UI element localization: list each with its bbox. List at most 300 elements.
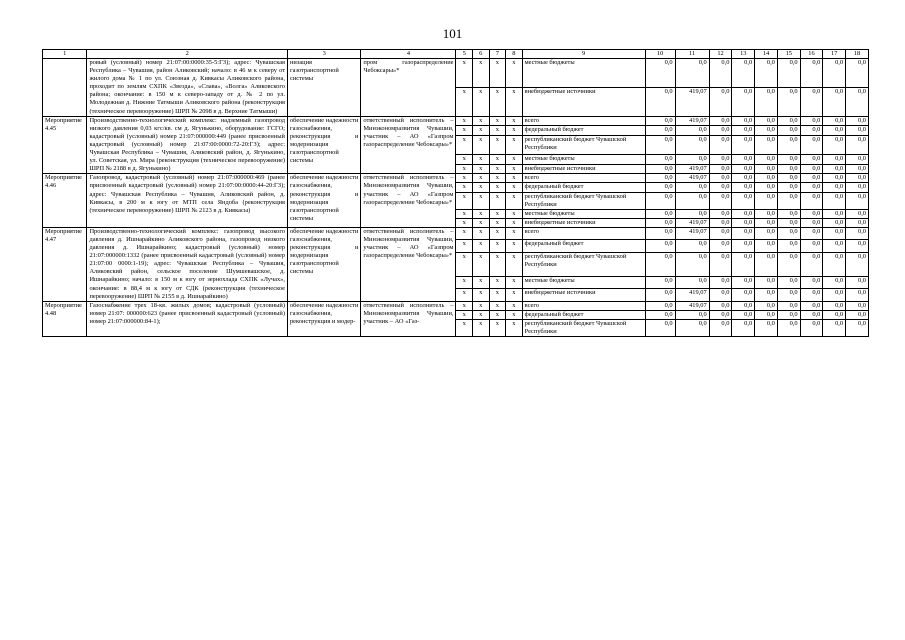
amount-cell: 0,0 bbox=[846, 227, 869, 240]
marker-cell: x bbox=[506, 252, 523, 276]
marker-cell: x bbox=[456, 289, 473, 302]
marker-cell: x bbox=[489, 310, 506, 319]
amount-cell: 419,07 bbox=[675, 218, 709, 227]
amount-cell: 0,0 bbox=[846, 174, 869, 183]
amount-cell: 0,0 bbox=[823, 289, 846, 302]
amount-cell: 0,0 bbox=[645, 209, 675, 218]
amount-cell: 0,0 bbox=[709, 164, 732, 174]
amount-cell: 0,0 bbox=[800, 218, 823, 227]
funding-source: федеральный бюджет bbox=[522, 240, 645, 253]
amount-cell: 0,0 bbox=[709, 154, 732, 164]
event-description: Производственно-технологический комплекс: надземный газопровод низкого давления 0,03 кгс/кв. см д. Ягунькино, оборудование: ГСГО; кадастровый (условный) номер 21:07:000000:449 (ранее присвоенный кадастровый (условный) номер 21:07:00:0000:72-20:ГЗ); адрес: Чувашская Республика – Чувашия, Аликовский район, д. Ягунькино, ул. Советская, ул. Мира (реконструкция (техническое перевооружение) ШРП № 2188 в д. Ягунькино) bbox=[87, 116, 288, 174]
amount-cell: 0,0 bbox=[800, 116, 823, 126]
amount-cell: 0,0 bbox=[645, 174, 675, 183]
marker-cell: x bbox=[489, 289, 506, 302]
column-number-14: 14 bbox=[755, 50, 778, 59]
column-number-12: 12 bbox=[709, 50, 732, 59]
amount-cell: 0,0 bbox=[645, 126, 675, 136]
amount-cell: 0,0 bbox=[800, 154, 823, 164]
marker-cell: x bbox=[506, 310, 523, 319]
amount-cell: 0,0 bbox=[732, 209, 755, 218]
amount-cell: 0,0 bbox=[777, 136, 800, 155]
funding-source: республиканский бюджет Чувашской Республики bbox=[522, 192, 645, 209]
amount-cell: 0,0 bbox=[777, 276, 800, 289]
amount-cell: 0,0 bbox=[846, 301, 869, 310]
event-description: Производственно-технологический комплекс: газопровод высокого давления д. Ишнарайкино Аликовского района, газопровод низкого давления д. Ишнарайкино; кадастровый (условный) номер 21:07:000000:1332 (ранее присвоенный кадастровый (условный) номер 21:07:00 0000:1-19); адрес: Чувашская Республика – Чувашия, Аликовский район, сельское поселение Шумшевашское, д. Ишнарайкино; начало: в 150 м к югу от зернохлада СХПК «Лучах», окончание: в 88,4 м к югу от СДК (реконструкция (техническое перевооружение) ШРП № 2155 в д. Ишнарайкино) bbox=[87, 227, 288, 301]
amount-cell: 0,0 bbox=[777, 209, 800, 218]
amount-cell: 0,0 bbox=[777, 227, 800, 240]
amount-cell: 0,0 bbox=[709, 59, 732, 88]
column-number-2: 2 bbox=[87, 50, 288, 59]
amount-cell: 0,0 bbox=[823, 240, 846, 253]
marker-cell: x bbox=[489, 183, 506, 192]
amount-cell: 0,0 bbox=[846, 136, 869, 155]
amount-cell: 0,0 bbox=[675, 59, 709, 88]
amount-cell: 0,0 bbox=[823, 227, 846, 240]
column-number-15: 15 bbox=[777, 50, 800, 59]
amount-cell: 0,0 bbox=[709, 301, 732, 310]
amount-cell: 419,07 bbox=[675, 301, 709, 310]
amount-cell: 0,0 bbox=[777, 289, 800, 302]
amount-cell: 0,0 bbox=[755, 227, 778, 240]
event-purpose: низация газотранспортной системы bbox=[287, 59, 360, 117]
marker-cell: x bbox=[506, 126, 523, 136]
marker-cell: x bbox=[489, 240, 506, 253]
amount-cell: 0,0 bbox=[823, 87, 846, 116]
amount-cell: 0,0 bbox=[645, 59, 675, 88]
amount-cell: 0,0 bbox=[732, 301, 755, 310]
funding-source: внебюджетные источники bbox=[522, 164, 645, 174]
amount-cell: 0,0 bbox=[645, 164, 675, 174]
marker-cell: x bbox=[456, 276, 473, 289]
amount-cell: 0,0 bbox=[800, 301, 823, 310]
column-number-3: 3 bbox=[287, 50, 360, 59]
amount-cell: 0,0 bbox=[800, 209, 823, 218]
marker-cell: x bbox=[456, 240, 473, 253]
amount-cell: 0,0 bbox=[823, 319, 846, 336]
amount-cell: 0,0 bbox=[755, 192, 778, 209]
marker-cell: x bbox=[506, 192, 523, 209]
marker-cell: x bbox=[473, 126, 490, 136]
marker-cell: x bbox=[473, 183, 490, 192]
amount-cell: 0,0 bbox=[675, 252, 709, 276]
marker-cell: x bbox=[456, 218, 473, 227]
amount-cell: 0,0 bbox=[645, 218, 675, 227]
amount-cell: 0,0 bbox=[645, 310, 675, 319]
marker-cell: x bbox=[506, 164, 523, 174]
amount-cell: 0,0 bbox=[732, 310, 755, 319]
marker-cell: x bbox=[473, 174, 490, 183]
marker-cell: x bbox=[489, 126, 506, 136]
marker-cell: x bbox=[489, 209, 506, 218]
marker-cell: x bbox=[456, 183, 473, 192]
event-description: Газоснабжение трех 18-кв. жилых домов; кадастровый (условный) номер 21:07: 000000:623 (ранее присвоенный кадастровый (условный) номер 21:07:000000:84-1); bbox=[87, 301, 288, 336]
amount-cell: 0,0 bbox=[800, 192, 823, 209]
amount-cell: 0,0 bbox=[645, 319, 675, 336]
marker-cell: x bbox=[506, 183, 523, 192]
amount-cell: 0,0 bbox=[800, 310, 823, 319]
amount-cell: 0,0 bbox=[755, 289, 778, 302]
page-number: 101 bbox=[442, 26, 463, 41]
amount-cell: 0,0 bbox=[846, 240, 869, 253]
column-number-6: 6 bbox=[473, 50, 490, 59]
marker-cell: x bbox=[489, 154, 506, 164]
amount-cell: 0,0 bbox=[709, 252, 732, 276]
amount-cell: 0,0 bbox=[846, 154, 869, 164]
amount-cell: 0,0 bbox=[709, 174, 732, 183]
column-number-18: 18 bbox=[846, 50, 869, 59]
amount-cell: 0,0 bbox=[675, 192, 709, 209]
amount-cell: 0,0 bbox=[823, 136, 846, 155]
amount-cell: 0,0 bbox=[755, 218, 778, 227]
marker-cell: x bbox=[473, 289, 490, 302]
marker-cell: x bbox=[456, 227, 473, 240]
marker-cell: x bbox=[456, 252, 473, 276]
marker-cell: x bbox=[456, 319, 473, 336]
amount-cell: 0,0 bbox=[645, 87, 675, 116]
amount-cell: 0,0 bbox=[755, 174, 778, 183]
amount-cell: 0,0 bbox=[800, 164, 823, 174]
amount-cell: 0,0 bbox=[645, 154, 675, 164]
amount-cell: 0,0 bbox=[800, 183, 823, 192]
amount-cell: 0,0 bbox=[709, 126, 732, 136]
marker-cell: x bbox=[473, 59, 490, 88]
funding-source: федеральный бюджет bbox=[522, 183, 645, 192]
amount-cell: 0,0 bbox=[709, 136, 732, 155]
amount-cell: 0,0 bbox=[777, 310, 800, 319]
amount-cell: 0,0 bbox=[755, 126, 778, 136]
amount-cell: 0,0 bbox=[823, 301, 846, 310]
amount-cell: 0,0 bbox=[675, 276, 709, 289]
amount-cell: 0,0 bbox=[846, 276, 869, 289]
marker-cell: x bbox=[473, 240, 490, 253]
amount-cell: 0,0 bbox=[846, 183, 869, 192]
amount-cell: 0,0 bbox=[800, 136, 823, 155]
column-number-16: 16 bbox=[800, 50, 823, 59]
amount-cell: 0,0 bbox=[755, 136, 778, 155]
column-number-11: 11 bbox=[675, 50, 709, 59]
marker-cell: x bbox=[489, 218, 506, 227]
marker-cell: x bbox=[489, 319, 506, 336]
marker-cell: x bbox=[489, 136, 506, 155]
marker-cell: x bbox=[489, 252, 506, 276]
marker-cell: x bbox=[489, 276, 506, 289]
event-purpose: обеспечение надежности газоснабжения, реконструкция и модернизация газотранспортной системы bbox=[287, 227, 360, 301]
amount-cell: 0,0 bbox=[755, 154, 778, 164]
marker-cell: x bbox=[473, 218, 490, 227]
amount-cell: 0,0 bbox=[755, 209, 778, 218]
amount-cell: 0,0 bbox=[645, 252, 675, 276]
column-number-5: 5 bbox=[456, 50, 473, 59]
event-id: Мероприятие 4.45 bbox=[43, 116, 87, 174]
marker-cell: x bbox=[473, 252, 490, 276]
amount-cell: 0,0 bbox=[777, 164, 800, 174]
amount-cell: 0,0 bbox=[846, 252, 869, 276]
table-row bbox=[43, 301, 869, 310]
amount-cell: 0,0 bbox=[823, 218, 846, 227]
amount-cell: 0,0 bbox=[645, 192, 675, 209]
marker-cell: x bbox=[506, 301, 523, 310]
amount-cell: 0,0 bbox=[675, 209, 709, 218]
amount-cell: 0,0 bbox=[645, 276, 675, 289]
amount-cell: 0,0 bbox=[732, 183, 755, 192]
marker-cell: x bbox=[506, 59, 523, 88]
amount-cell: 0,0 bbox=[777, 126, 800, 136]
amount-cell: 0,0 bbox=[777, 116, 800, 126]
amount-cell: 0,0 bbox=[732, 174, 755, 183]
amount-cell: 0,0 bbox=[755, 252, 778, 276]
funding-source: внебюджетные источники bbox=[522, 289, 645, 302]
amount-cell: 0,0 bbox=[777, 240, 800, 253]
amount-cell: 0,0 bbox=[823, 126, 846, 136]
amount-cell: 0,0 bbox=[777, 192, 800, 209]
amount-cell: 0,0 bbox=[823, 252, 846, 276]
amount-cell: 0,0 bbox=[846, 59, 869, 88]
marker-cell: x bbox=[473, 154, 490, 164]
marker-cell: x bbox=[456, 116, 473, 126]
marker-cell: x bbox=[456, 192, 473, 209]
amount-cell: 0,0 bbox=[777, 183, 800, 192]
amount-cell: 0,0 bbox=[777, 218, 800, 227]
amount-cell: 0,0 bbox=[732, 59, 755, 88]
event-executor: ответственный исполнитель – Минэкономразвития Чувашии, участник – АО «Газпром газораспределение Чебоксары»* bbox=[361, 174, 456, 228]
amount-cell: 419,07 bbox=[675, 289, 709, 302]
amount-cell: 0,0 bbox=[800, 126, 823, 136]
amount-cell: 0,0 bbox=[709, 183, 732, 192]
marker-cell: x bbox=[506, 218, 523, 227]
column-number-10: 10 bbox=[645, 50, 675, 59]
amount-cell: 0,0 bbox=[645, 240, 675, 253]
budget-table bbox=[42, 49, 869, 337]
event-id bbox=[43, 59, 87, 117]
amount-cell: 0,0 bbox=[755, 164, 778, 174]
amount-cell: 0,0 bbox=[645, 183, 675, 192]
marker-cell: x bbox=[473, 276, 490, 289]
column-number-17: 17 bbox=[823, 50, 846, 59]
amount-cell: 0,0 bbox=[709, 209, 732, 218]
funding-source: федеральный бюджет bbox=[522, 310, 645, 319]
amount-cell: 0,0 bbox=[645, 227, 675, 240]
amount-cell: 0,0 bbox=[800, 252, 823, 276]
amount-cell: 0,0 bbox=[755, 301, 778, 310]
table-row bbox=[43, 59, 869, 88]
marker-cell: x bbox=[489, 192, 506, 209]
column-number-8: 8 bbox=[506, 50, 523, 59]
marker-cell: x bbox=[473, 301, 490, 310]
funding-source: республиканский бюджет Чувашской Республики bbox=[522, 252, 645, 276]
marker-cell: x bbox=[473, 136, 490, 155]
column-number-13: 13 bbox=[732, 50, 755, 59]
marker-cell: x bbox=[473, 87, 490, 116]
amount-cell: 0,0 bbox=[846, 116, 869, 126]
amount-cell: 0,0 bbox=[846, 289, 869, 302]
amount-cell: 0,0 bbox=[777, 252, 800, 276]
amount-cell: 0,0 bbox=[709, 240, 732, 253]
marker-cell: x bbox=[506, 227, 523, 240]
amount-cell: 0,0 bbox=[777, 59, 800, 88]
marker-cell: x bbox=[506, 289, 523, 302]
amount-cell: 0,0 bbox=[777, 174, 800, 183]
amount-cell: 0,0 bbox=[800, 227, 823, 240]
amount-cell: 0,0 bbox=[675, 319, 709, 336]
marker-cell: x bbox=[489, 116, 506, 126]
amount-cell: 0,0 bbox=[645, 116, 675, 126]
amount-cell: 0,0 bbox=[755, 87, 778, 116]
amount-cell: 0,0 bbox=[709, 87, 732, 116]
amount-cell: 0,0 bbox=[800, 87, 823, 116]
amount-cell: 419,07 bbox=[675, 116, 709, 126]
event-description: Газопровод, кадастровый (условный) номер 21:07:000000:469 (ранее присвоенный кадастровый (условный) номер 21:07:00:0000:44-20:ГЗ); адрес: Чувашская Республика – Чувашия, Аликовский район, д. Кивкасы, в 200 м к югу от МТП села Яндоба (реконструкция (техническое перевооружение) ШРП № 2123 в д. Кивкасы) bbox=[87, 174, 288, 228]
marker-cell: x bbox=[506, 174, 523, 183]
amount-cell: 0,0 bbox=[732, 116, 755, 126]
amount-cell: 0,0 bbox=[709, 227, 732, 240]
marker-cell: x bbox=[473, 227, 490, 240]
amount-cell: 0,0 bbox=[800, 289, 823, 302]
amount-cell: 0,0 bbox=[800, 319, 823, 336]
amount-cell: 0,0 bbox=[732, 252, 755, 276]
event-id: Мероприятие 4.47 bbox=[43, 227, 87, 301]
amount-cell: 0,0 bbox=[675, 126, 709, 136]
amount-cell: 0,0 bbox=[732, 87, 755, 116]
amount-cell: 0,0 bbox=[645, 136, 675, 155]
amount-cell: 0,0 bbox=[755, 59, 778, 88]
amount-cell: 0,0 bbox=[732, 192, 755, 209]
funding-source: внебюджетные источники bbox=[522, 87, 645, 116]
funding-source: всего bbox=[522, 116, 645, 126]
marker-cell: x bbox=[473, 209, 490, 218]
amount-cell: 0,0 bbox=[732, 319, 755, 336]
funding-source: всего bbox=[522, 227, 645, 240]
event-purpose: обеспечение надежности газоснабжения, реконструкция и модернизация газотранспортной системы bbox=[287, 116, 360, 174]
marker-cell: x bbox=[456, 136, 473, 155]
funding-source: всего bbox=[522, 301, 645, 310]
amount-cell: 419,07 bbox=[675, 164, 709, 174]
amount-cell: 0,0 bbox=[846, 192, 869, 209]
amount-cell: 0,0 bbox=[846, 87, 869, 116]
amount-cell: 0,0 bbox=[732, 126, 755, 136]
amount-cell: 0,0 bbox=[709, 192, 732, 209]
table-body bbox=[43, 50, 869, 337]
amount-cell: 0,0 bbox=[846, 218, 869, 227]
amount-cell: 0,0 bbox=[709, 310, 732, 319]
event-id: Мероприятие 4.48 bbox=[43, 301, 87, 336]
header-row bbox=[43, 50, 869, 59]
marker-cell: x bbox=[506, 116, 523, 126]
amount-cell: 0,0 bbox=[846, 126, 869, 136]
amount-cell: 0,0 bbox=[823, 164, 846, 174]
amount-cell: 0,0 bbox=[732, 218, 755, 227]
amount-cell: 0,0 bbox=[755, 276, 778, 289]
marker-cell: x bbox=[489, 87, 506, 116]
amount-cell: 419,07 bbox=[675, 227, 709, 240]
funding-source: местные бюджеты bbox=[522, 154, 645, 164]
funding-source: внебюджетные источники bbox=[522, 218, 645, 227]
amount-cell: 0,0 bbox=[823, 116, 846, 126]
amount-cell: 0,0 bbox=[800, 240, 823, 253]
marker-cell: x bbox=[489, 174, 506, 183]
marker-cell: x bbox=[506, 154, 523, 164]
amount-cell: 0,0 bbox=[675, 154, 709, 164]
marker-cell: x bbox=[456, 154, 473, 164]
marker-cell: x bbox=[506, 319, 523, 336]
marker-cell: x bbox=[456, 59, 473, 88]
marker-cell: x bbox=[456, 301, 473, 310]
marker-cell: x bbox=[489, 59, 506, 88]
amount-cell: 0,0 bbox=[823, 174, 846, 183]
amount-cell: 0,0 bbox=[675, 183, 709, 192]
marker-cell: x bbox=[489, 164, 506, 174]
funding-source: местные бюджеты bbox=[522, 276, 645, 289]
amount-cell: 0,0 bbox=[675, 310, 709, 319]
marker-cell: x bbox=[473, 192, 490, 209]
amount-cell: 0,0 bbox=[846, 319, 869, 336]
event-executor: ответственный исполнитель – Минэкономразвития Чувашии, участник – АО «Газпром газораспределение Чебоксары»* bbox=[361, 227, 456, 301]
amount-cell: 0,0 bbox=[732, 227, 755, 240]
amount-cell: 0,0 bbox=[777, 301, 800, 310]
funding-source: федеральный бюджет bbox=[522, 126, 645, 136]
funding-source: республиканский бюджет Чувашской Республики bbox=[522, 319, 645, 336]
column-number-9: 9 bbox=[522, 50, 645, 59]
amount-cell: 0,0 bbox=[732, 154, 755, 164]
amount-cell: 0,0 bbox=[755, 319, 778, 336]
amount-cell: 419,07 bbox=[675, 87, 709, 116]
marker-cell: x bbox=[456, 174, 473, 183]
amount-cell: 0,0 bbox=[709, 218, 732, 227]
amount-cell: 0,0 bbox=[732, 240, 755, 253]
amount-cell: 419,07 bbox=[675, 174, 709, 183]
amount-cell: 0,0 bbox=[846, 164, 869, 174]
funding-source: всего bbox=[522, 174, 645, 183]
amount-cell: 0,0 bbox=[732, 164, 755, 174]
amount-cell: 0,0 bbox=[823, 183, 846, 192]
amount-cell: 0,0 bbox=[675, 136, 709, 155]
amount-cell: 0,0 bbox=[755, 116, 778, 126]
marker-cell: x bbox=[489, 301, 506, 310]
marker-cell: x bbox=[473, 319, 490, 336]
amount-cell: 0,0 bbox=[732, 289, 755, 302]
marker-cell: x bbox=[489, 227, 506, 240]
amount-cell: 0,0 bbox=[675, 240, 709, 253]
marker-cell: x bbox=[456, 87, 473, 116]
amount-cell: 0,0 bbox=[755, 240, 778, 253]
amount-cell: 0,0 bbox=[709, 276, 732, 289]
amount-cell: 0,0 bbox=[800, 276, 823, 289]
column-number-7: 7 bbox=[489, 50, 506, 59]
marker-cell: x bbox=[506, 136, 523, 155]
amount-cell: 0,0 bbox=[823, 276, 846, 289]
marker-cell: x bbox=[473, 116, 490, 126]
amount-cell: 0,0 bbox=[777, 154, 800, 164]
event-executor: ответственный исполнитель – Минэкономразвития Чувашии, участник – АО «Газпром газораспределение Чебоксары»* bbox=[361, 116, 456, 174]
amount-cell: 0,0 bbox=[777, 87, 800, 116]
marker-cell: x bbox=[506, 87, 523, 116]
table-row bbox=[43, 227, 869, 240]
funding-source: местные бюджеты bbox=[522, 209, 645, 218]
marker-cell: x bbox=[473, 310, 490, 319]
amount-cell: 0,0 bbox=[645, 289, 675, 302]
event-purpose: обеспечение надежности газоснабжения, реконструкция и модернизация газотранспортной системы bbox=[287, 174, 360, 228]
amount-cell: 0,0 bbox=[732, 276, 755, 289]
amount-cell: 0,0 bbox=[732, 136, 755, 155]
marker-cell: x bbox=[506, 240, 523, 253]
marker-cell: x bbox=[506, 209, 523, 218]
event-description: ровый (условный) номер 21:07:00:0000:35-5:ГЗ); адрес: Чувашская Республика – Чувашия, район Аликовский; начало: в 46 м к северу от жилого дома № 1 по ул. Союзная д. Кивкасы Аликовского района, проходит по землям СХПК «Звезда», «Слава», «Волга» Аликовского района; окончание: в 150 м к северо-западу от д. № 2 по ул. Молодежная д. Нижние Татмыши Аликовского района (реконструкция (техническое перевооружение) ШРП № 2098 в д. Верхние Татмыши) bbox=[87, 59, 288, 117]
table-row bbox=[43, 174, 869, 183]
event-id: Мероприятие 4.46 bbox=[43, 174, 87, 228]
amount-cell: 0,0 bbox=[823, 209, 846, 218]
event-executor: ответственный исполнитель – Минэкономразвития Чувашии, участник – АО «Газ- bbox=[361, 301, 456, 336]
marker-cell: x bbox=[456, 126, 473, 136]
